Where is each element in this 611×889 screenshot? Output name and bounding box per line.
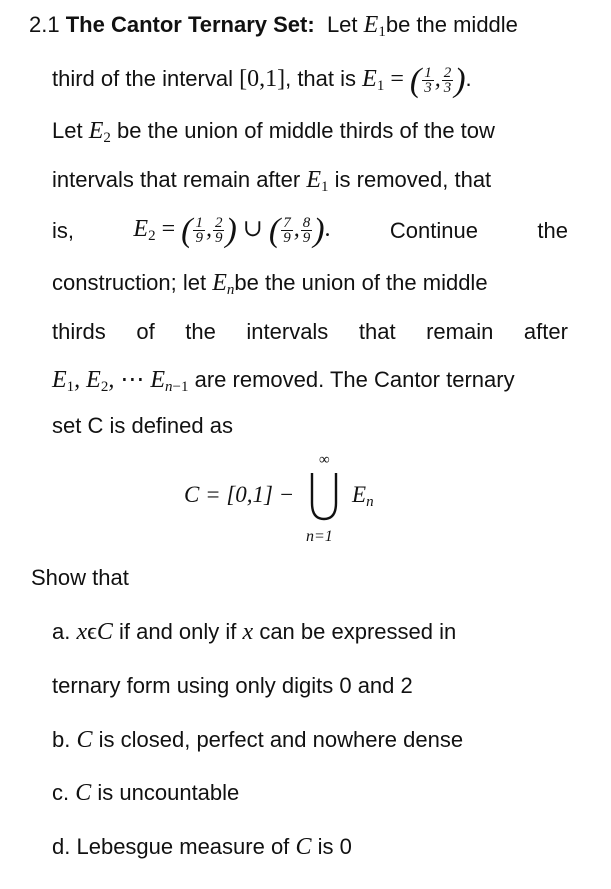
text-line: third of the interval [0,1], that is $E_1$ = ( $\frac{1}{3}$ , $\frac{2}{3}$ ). [52, 62, 472, 99]
problem-number: 2.1 [29, 12, 60, 37]
math-c: C [295, 834, 312, 860]
text-line [52, 167, 491, 196]
math-x: x [242, 619, 254, 645]
text: construction; let [52, 270, 207, 295]
item-d [52, 834, 352, 861]
formula-term: $E_n$ [352, 482, 374, 510]
math-en: $E_n$ [212, 270, 235, 298]
label-b: b. [52, 727, 71, 752]
item-c [52, 780, 239, 807]
text: set C is defined as [52, 413, 233, 438]
cantor-formula [180, 452, 420, 552]
math-e1-def: $E_1$ = ( $\frac{1}{3}$ , $\frac{2}{3}$ ) [362, 62, 466, 99]
text-line [52, 365, 515, 396]
item-a [52, 619, 456, 646]
text: , that is [285, 66, 357, 91]
math-c: C [76, 727, 93, 753]
text: is 0 [317, 834, 352, 859]
text: is removed, that [334, 167, 492, 192]
text: Let [52, 118, 83, 143]
union-lower-limit: n=1 [306, 528, 333, 545]
text: Continue [389, 218, 478, 243]
text-line [52, 413, 233, 439]
big-union-icon [308, 471, 340, 523]
text: be the union of the middle [234, 270, 488, 295]
text-line [52, 319, 568, 345]
math-c: C [75, 780, 92, 806]
text: be the middle [385, 12, 518, 37]
text-line [52, 118, 495, 147]
math-e2: $E_2$ [88, 118, 111, 146]
word: that [358, 319, 396, 344]
math-sequence: $E_1$, $E_2$, ⋯ $E_{n-1}$ [52, 367, 189, 395]
text: third of the interval [52, 66, 233, 91]
text: Let [326, 12, 358, 37]
problem-title-line [29, 12, 569, 41]
text: is uncountable [97, 780, 240, 805]
word: of [136, 319, 155, 344]
problem-title: The Cantor Ternary Set: [65, 12, 315, 37]
label-c: c. [52, 780, 70, 805]
math-e1: $E_1$ [306, 167, 329, 195]
text-line [52, 270, 488, 299]
math-e2-def: $E_2$ = ( $\frac{1}{9}$ , $\frac{2}{9}$ ) ∪ ( $\frac{7}{9}$ , $\frac{8}{9}$ ). [133, 212, 331, 249]
text: the [537, 218, 568, 243]
union-upper-limit: ∞ [319, 452, 330, 468]
word: after [523, 319, 568, 344]
text: be the union of middle thirds of the tow [117, 118, 495, 143]
word: the [185, 319, 216, 344]
math-e1: $E_1$ [363, 12, 386, 40]
formula-lhs: C = [0,1] − [184, 482, 295, 507]
text: if and only if [119, 619, 237, 644]
label-d: d. [52, 834, 71, 859]
item-a-cont: ternary form using only digits 0 and 2 [52, 673, 413, 698]
word: remain [426, 319, 494, 344]
text: are removed. The Cantor ternary [194, 367, 515, 392]
text: is closed, perfect and nowhere dense [98, 727, 464, 752]
show-heading: Show that [31, 565, 129, 590]
word: thirds [52, 319, 106, 344]
text: Lebesgue measure of [76, 834, 290, 859]
label-a: a. [52, 619, 71, 644]
word: intervals [246, 319, 329, 344]
text-line [52, 212, 568, 250]
text: is, [52, 218, 74, 243]
math-interval: [0,1] [239, 66, 286, 92]
item-b [52, 727, 463, 754]
text: intervals that remain after [52, 167, 301, 192]
text: can be expressed in [259, 619, 457, 644]
math-x-in-c: xϵC [76, 619, 113, 645]
